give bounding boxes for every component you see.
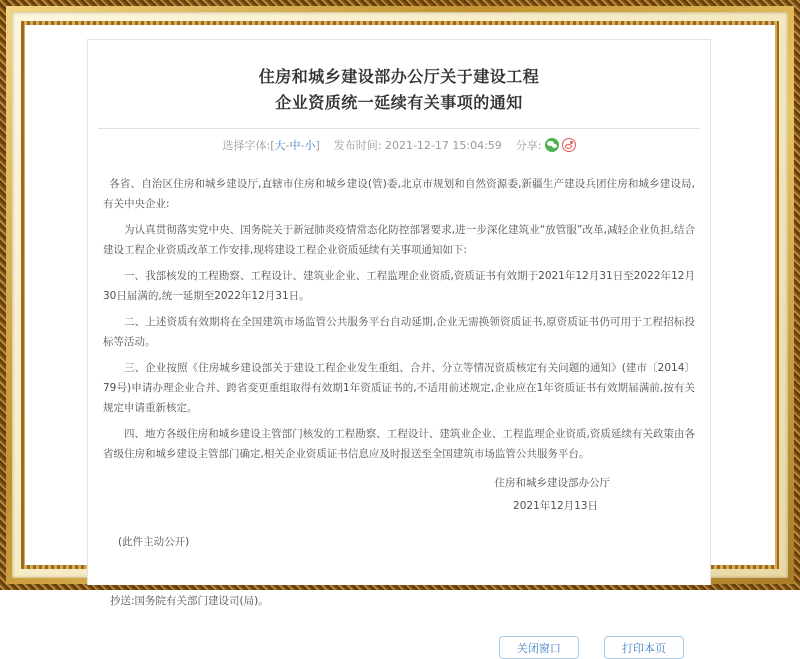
frame-ivory-band bbox=[12, 12, 788, 655]
signature-block bbox=[88, 472, 710, 518]
page-background bbox=[25, 25, 775, 655]
notice-paragraph-intro: 为认真贯彻落实党中央、国务院关于新冠肺炎疫情常态化防控部署要求,进一步深化建筑业“放管服”改革,减轻企业负担,结合建设工程企业资质改革工作安排,现将建设工程企业资质延续有关事项通知如下: bbox=[103, 224, 695, 256]
cc-note: 抄送:国务院有关部门建设司(局)。 bbox=[110, 595, 269, 607]
signature-date: 2021年12月13日 bbox=[513, 500, 598, 512]
font-size-large-link[interactable]: 大 bbox=[274, 139, 286, 152]
page-title bbox=[88, 64, 710, 116]
close-window-button[interactable]: 关闭窗口 bbox=[499, 636, 579, 659]
meta-bar bbox=[88, 138, 710, 154]
frame-bead-band bbox=[21, 21, 779, 655]
notice-paragraph-item2: 二、上述资质有效期将在全国建筑市场监管公共服务平台自动延期,企业无需换领资质证书,原资质证书仍可用于工程招标投标等活动。 bbox=[103, 316, 695, 348]
notice-paragraph-item1: 一、我部核发的工程勘察、工程设计、建筑业企业、工程监理企业资质,资质证书有效期于2021年12月31日至2022年12月30日届满的,统一延期至2022年12月31日。 bbox=[103, 270, 695, 302]
notice-paragraph-item3: 三、企业按照《住房城乡建设部关于建设工程企业发生重组、合并、分立等情况资质核定有关问题的通知》(建市〔2014〕79号)申请办理企业合并、跨省变更重组取得有效期1年资质证书的,不适用前述规定,企业应在1年资质证书有效期届满前,按有关规定申请重新核定。 bbox=[103, 362, 695, 414]
title-divider bbox=[98, 128, 700, 129]
font-size-sep: - bbox=[285, 139, 290, 152]
notice-paragraph-item4: 四、地方各级住房和城乡建设主管部门核发的工程勘察、工程设计、建筑业企业、工程监理企业资质,资质延续有关政策由各省级住房和城乡建设主管部门确定,相关企业资质证书信息应及时报送至全国建筑市场监管公共服务平台。 bbox=[103, 428, 695, 460]
title-line-1: 住房和城乡建设部办公厅关于建设工程 bbox=[258, 67, 540, 86]
bracket-open: [ bbox=[270, 139, 275, 152]
disclosure-note: (此件主动公开) bbox=[118, 536, 190, 548]
bracket-close: ] bbox=[315, 139, 320, 152]
action-button-row bbox=[88, 636, 710, 659]
print-page-button[interactable]: 打印本页 bbox=[604, 636, 684, 659]
publish-time-value: 2021-12-17 15:04:59 bbox=[384, 139, 502, 152]
publish-time-label: 发布时间: bbox=[333, 139, 382, 152]
font-size-medium-link[interactable]: 中 bbox=[289, 139, 301, 152]
notice-body bbox=[88, 174, 710, 464]
frame-gold-band bbox=[6, 6, 794, 655]
notice-panel bbox=[87, 39, 711, 655]
notice-paragraph-salutation: 各省、自治区住房和城乡建设厅,直辖市住房和城乡建设(管)委,北京市规划和自然资源委,新疆生产建设兵团住房和城乡建设局,有关中央企业: bbox=[103, 178, 695, 210]
font-size-sep: - bbox=[300, 139, 305, 152]
title-line-2: 企业资质统一延续有关事项的通知 bbox=[275, 93, 523, 112]
font-select-label: 选择字体: bbox=[222, 139, 271, 152]
share-label: 分享: bbox=[515, 139, 542, 152]
weibo-share-icon[interactable] bbox=[562, 138, 576, 152]
signature-organization: 住房和城乡建设部办公厅 bbox=[494, 477, 610, 489]
wechat-share-icon[interactable] bbox=[545, 138, 559, 152]
font-size-small-link[interactable]: 小 bbox=[304, 139, 316, 152]
